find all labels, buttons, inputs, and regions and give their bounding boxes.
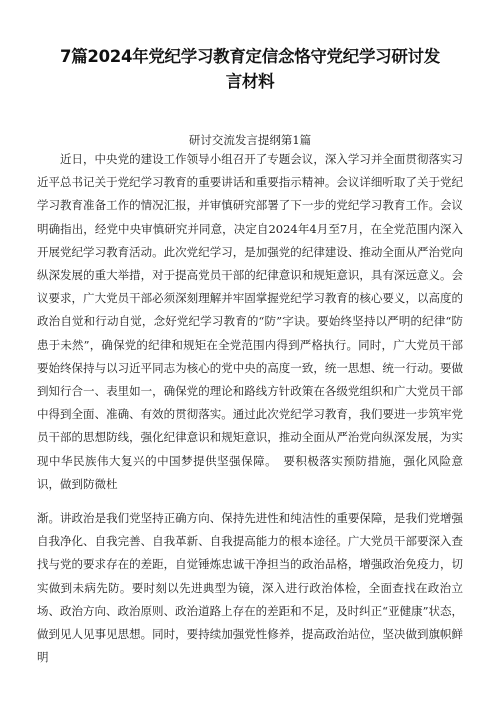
document-title: 7篇2024年党纪学习教育定信念恪守党纪学习研讨发言材料 [60,47,440,91]
body-text-block-2 [37,507,463,669]
body-paragraph: 渐。讲政治是我们党坚持正确方向、保持先进性和纯洁性的重要保障，是我们党增强自我净化、自我完善、自我革新、自我提高能力的根本途径。广大党员干部要深入查找与党的要求存在的差距，自觉锤炼忠诚干净担当的政治品格，增强政治免疫力，切实做到未病先防。要时刻以先进典型为镜，深入进行政治体检，全面查找在政治立场、政治方向、政治原则、政治道路上存在的差距和不足，及时纠正“亚健康”状态，做到见人见事见思想。同时，要持续加强党性修养，提高政治站位，坚决做到旗帜鲜明 [37,511,463,665]
body-text-block-1 [37,148,463,496]
section-subtitle: 研讨交流发言提纲第1篇 [188,133,312,147]
body-paragraph: 近日，中央党的建设工作领导小组召开了专题会议，深入学习并全面贯彻落实习近平总书记关于党纪学习教育的重要讲话和重要指示精神。会议详细听取了关于党纪学习教育准备工作的情况汇报，并审慎研究部署了下一步的党纪学习教育工作。会议明确指出，经党中央审慎研究并同意，决定自2024年4月至7月，在全党范围内深入开展党纪学习教育活动。此次党纪学习，是加强党的纪律建设、推动全面从严治党向纵深发展的重大举措，对于提高党员干部的纪律意识和规矩意识，具有深远意义。会议要求，广大党员干部必须深刻理解并牢固掌握党纪学习教育的核心要义，以高度的政治自觉和行动自觉，念好党纪学习教育的“防”字诀。要始终坚持以严明的纪律“防患于未然”，确保党的纪律和规矩在全党范围内得到严格执行。同时，广大党员干部要始终保持与以习近平同志为核心的党中央的高度一致，统一思想、统一行动。要做到知行合一、表里如一，确保党的理论和路线方针政策在各级党组织和广大党员干部中得到全面、准确、有效的贯彻落实。通过此次党纪学习教育，我们要进一步筑牢党员干部的思想防线，强化纪律意识和规矩意识，推动全面从严治党向纵深发展，为实现中华民族伟大复兴的中国梦提供坚强保障。 要积极落实预防措施，强化风险意识，做到防微杜 [37,152,463,491]
